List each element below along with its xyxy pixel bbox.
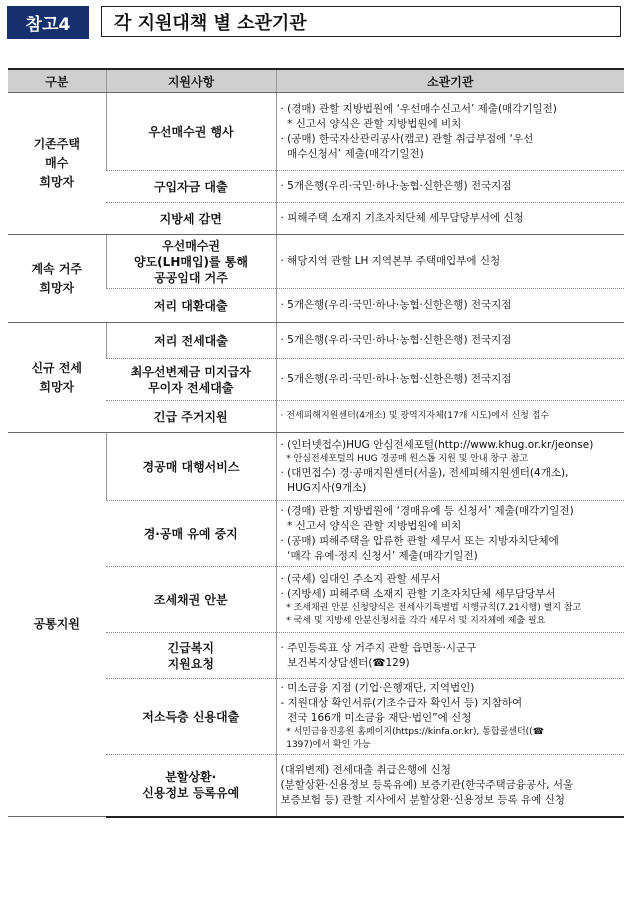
agency-text: * 국세 및 지방세 안분신청서를 각각 세무서 및 지자체에 제출 필요	[280, 615, 546, 626]
support-item-cell	[106, 235, 276, 289]
support-item-label: 구입자금 대출	[153, 179, 228, 194]
support-item-label: 저리 대환대출	[153, 298, 228, 313]
agency-text: · 5개은행(우리·국민·하나·농협·신한은행) 전국지점	[280, 334, 512, 346]
agency-text: · 5개은행(우리·국민·하나·농협·신한은행) 전국지점	[280, 180, 512, 192]
agency-text: · (공매) 한국자산관리공사(캠코) 관할 취급부점에 ‘우선	[280, 132, 534, 145]
agency-cell	[276, 171, 624, 203]
agency-cell	[276, 323, 624, 359]
category-label: 공통지원	[33, 617, 80, 631]
agency-text: · 미소금융 지점 (기업·은행재단, 지역법인)	[280, 682, 475, 694]
category-label: 계속 거주	[31, 261, 83, 276]
category-label: 기존주택	[33, 137, 80, 151]
support-item-label: 저소득층 신용대출	[142, 709, 240, 724]
category-label: 희망자	[39, 280, 75, 295]
agency-text: · (대면접수) 경·공매지원센터(서울), 전세피해지원센터(4개소),	[280, 466, 569, 479]
agency-text: 1397)에서 확인 가능	[280, 740, 371, 750]
agency-text: - 지원대상 확인서류(기초수급자 확인서 등) 지참하여	[280, 697, 523, 709]
column-header: 구분	[8, 69, 106, 93]
category-label: 매수	[45, 156, 69, 170]
table-body	[8, 93, 624, 817]
support-item-label: 지원요청	[167, 656, 214, 671]
agency-text: 보증보험 등) 관할 지사에서 분할상환·신용정보 등록 유예 신청	[280, 793, 565, 806]
support-item-cell	[106, 323, 276, 359]
agency-cell	[276, 755, 624, 817]
agency-table	[8, 68, 624, 818]
column-header: 지원사항	[106, 69, 276, 93]
agency-text: (대위변제) 전세대출 취급은행에 신청	[280, 763, 451, 776]
agency-text: * 서민금융진흥원 홈페이지(https://kinfa.or.kr), 통합콜센터((☎	[280, 727, 544, 737]
table-header-row	[8, 69, 624, 93]
support-item-cell	[106, 433, 276, 501]
table-row	[8, 93, 624, 171]
support-item-label: 조세채권 안분	[153, 592, 228, 607]
agency-text: · 해당지역 관할 LH 지역본부 주택매입부에 신청	[280, 255, 501, 267]
column-header: 소관기관	[276, 69, 624, 93]
category-label: 희망자	[39, 379, 75, 394]
agency-text: · (인터넷접수)HUG 안심전세포털(http://www.khug.or.kr/jeonse)	[280, 438, 594, 451]
support-item-cell	[106, 755, 276, 817]
support-item-label: 무이자 전세대출	[148, 380, 234, 395]
agency-cell	[276, 679, 624, 755]
agency-text: · (경매) 관할 지방법원에 ‘경매유예 등 신청서’ 제출(매각기일전)	[280, 504, 574, 517]
support-item-label: 우선매수권 행사	[148, 124, 234, 139]
agency-text: (분할상환·신용정보 등록유예) 보증기관(한국주택금융공사, 서울	[280, 778, 574, 791]
agency-text: · 피해주택 소재지 기초자치단체 세무담당부서에 신청	[280, 212, 524, 224]
support-item-cell	[106, 633, 276, 679]
support-item-label: 저리 전세대출	[154, 333, 228, 348]
table-row	[8, 235, 624, 289]
agency-text: HUG지사(9개소)	[280, 481, 367, 494]
agency-cell	[276, 203, 624, 235]
category-cell	[8, 323, 106, 433]
category-cell	[8, 93, 106, 235]
agency-text: 매수신청서’ 제출(매각기일전)	[280, 147, 424, 160]
section-badge: 참고4	[7, 6, 89, 39]
agency-cell	[276, 289, 624, 323]
agency-cell	[276, 359, 624, 401]
support-item-label: 긴급 주거지원	[153, 409, 228, 424]
agency-cell	[276, 93, 624, 171]
agency-text: * 안심전세포털의 HUG 경공매 원스톱 지원 및 안내 창구 참고	[280, 453, 529, 464]
category-label: 신규 전세	[31, 360, 83, 375]
agency-text: · (경매) 관할 지방법원에 ‘우선매수신고서’ 제출(매각기일전)	[280, 102, 557, 115]
support-item-label: 경공매 대행서비스	[142, 459, 240, 474]
support-item-label: 분할상환·	[165, 770, 217, 785]
support-item-cell	[106, 359, 276, 401]
category-label: 희망자	[39, 175, 75, 189]
support-item-label: 지방세 감면	[159, 211, 222, 226]
support-item-label: 신용정보 등록유예	[142, 786, 240, 801]
support-item-label: 공공임대 거주	[154, 270, 228, 285]
agency-cell	[276, 433, 624, 501]
support-item-label: 최우선변제금 미지급자	[130, 364, 251, 379]
agency-text: · 5개은행(우리·국민·하나·농협·신한은행) 전국지점	[280, 299, 512, 311]
support-item-cell	[106, 567, 276, 633]
agency-text: ‘매각 유예·정지 신청서’ 제출(매각기일전)	[280, 549, 478, 562]
support-item-label: 양도(LH매입)를 통해	[134, 254, 248, 269]
support-item-cell	[106, 203, 276, 235]
support-item-label: 긴급복지	[167, 640, 214, 655]
category-cell	[8, 235, 106, 323]
agency-text: · 5개은행(우리·국민·하나·농협·신한은행) 전국지점	[280, 373, 512, 385]
table-row	[8, 433, 624, 501]
agency-text: · 전세피해지원센터(4개소) 및 광역지자체(17개 시도)에서 신청 접수	[280, 411, 550, 421]
agency-text: · (지방세) 피해주택 소재지 관할 기초자치단체 세무담당부서	[280, 587, 556, 600]
support-item-label: 우선매수권	[162, 238, 220, 253]
support-item-cell	[106, 401, 276, 433]
agency-text: * 신고서 양식은 관할 지방법원에 비치	[280, 519, 462, 532]
agency-text: · (국세) 임대인 주소지 관할 세무서	[280, 572, 441, 585]
page-title: 각 지원대책 별 소관기관	[101, 6, 621, 37]
table-row	[8, 323, 624, 359]
support-item-cell	[106, 501, 276, 567]
support-item-cell	[106, 679, 276, 755]
agency-cell	[276, 401, 624, 433]
agency-text: 보건복지상담센터(☎129)	[280, 656, 410, 669]
agency-cell	[276, 633, 624, 679]
category-cell	[8, 433, 106, 817]
agency-text: * 신고서 양식은 관할 지방법원에 비치	[280, 117, 462, 130]
agency-cell	[276, 235, 624, 289]
page-header	[7, 6, 624, 39]
agency-text: * 조세채권 안분 신청양식은 전세사기특별법 시행규칙(7.21시행) 별지 참고	[280, 602, 582, 613]
agency-text: 전국 166개 미소금융 재단·법인”에 신청	[280, 712, 472, 724]
agency-text: · (공매) 피해주택을 압류한 관할 세무서 또는 지방자치단체에	[280, 534, 559, 547]
agency-cell	[276, 567, 624, 633]
agency-cell	[276, 501, 624, 567]
support-item-cell	[106, 171, 276, 203]
support-item-cell	[106, 289, 276, 323]
support-item-cell	[106, 93, 276, 171]
agency-text: · 주민등록표 상 거주지 관할 읍면동·시군구	[280, 641, 477, 654]
support-item-label: 경·공매 유예 중지	[143, 526, 238, 541]
